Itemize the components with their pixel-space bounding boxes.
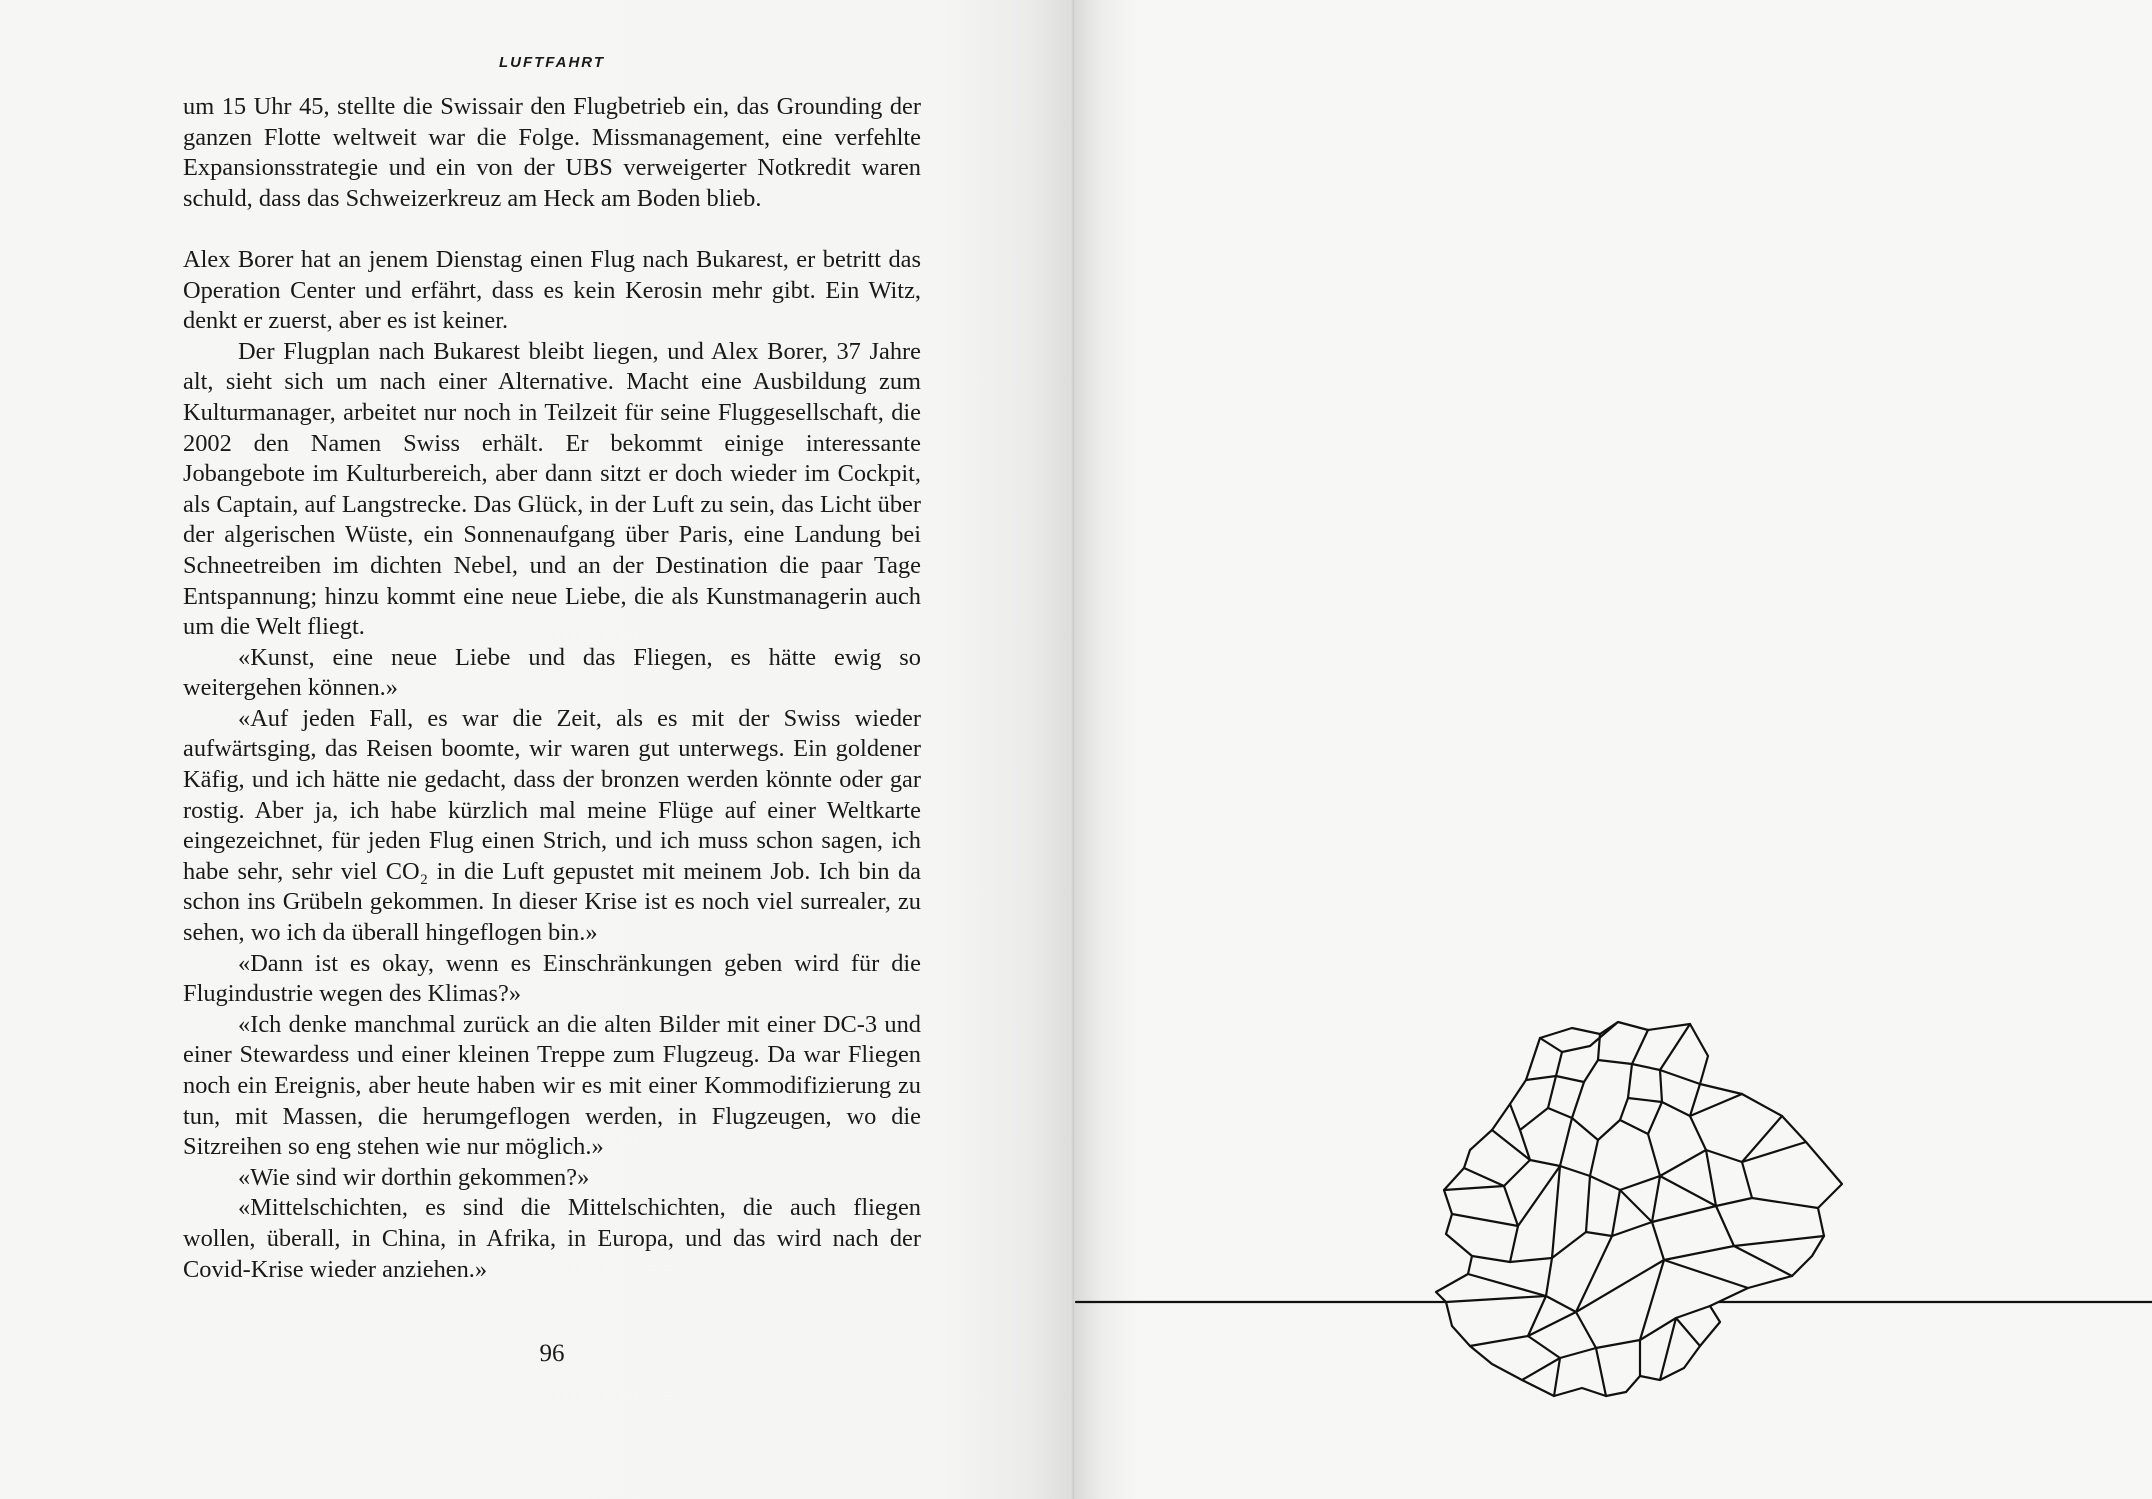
- body-text: [183, 92, 921, 1285]
- page-number: 96: [539, 1340, 565, 1367]
- paragraph-9: «Mittelschichten, es sind die Mittelschichten, die auch fliegen wollen, überall, in China, in Afrika, in Europa, und das wird nach der Covid-Krise wieder anziehen.»: [183, 1194, 921, 1283]
- crumpled-paper-illustration: [1074, 1000, 2152, 1420]
- paragraph-1: um 15 Uhr 45, stellte die Swissair den Flugbetrieb ein, das Grounding der ganzen Flotte weltweit war die Folge. Missmanagement, eine verfehlte Expansionsstrategie und ein von der UBS verweigerter Notkredit waren schuld, dass das Schweizerkreuz am Heck am Boden blieb.: [183, 93, 921, 212]
- paragraph-8: «Wie sind wir dorthin gekommen?»: [238, 1163, 590, 1191]
- paragraph-7: «Ich denke manchmal zurück an die alten Bilder mit einer DC-3 und einer Stewardess und einer kleinen Treppe zum Flugzeug. Da war Fliegen noch ein Ereignis, aber heute haben wir es mit einer Kommodifizierung zu tun, mit Massen, die herumgeflogen werden, in Flugzeugen, wo die Sitzreihen so eng stehen wie nur möglich.»: [183, 1010, 921, 1161]
- running-head: LUFTFAHRT: [498, 54, 606, 71]
- left-page: [0, 0, 1074, 1499]
- paragraph-4: «Kunst, eine neue Liebe und das Fliegen, es hätte ewig so weitergehen können.»: [183, 643, 921, 702]
- paragraph-6: «Dann ist es okay, wenn es Einschränkungen geben wird für die Flugindustrie wegen des Klimas?»: [183, 949, 921, 1008]
- paragraph-2: Alex Borer hat an jenem Dienstag einen Flug nach Bukarest, er betritt das Operation Center und erfährt, dass es kein Kerosin mehr gibt. Ein Witz, denkt er zuerst, aber es ist keiner.: [183, 245, 921, 335]
- paragraph-5: «Auf jeden Fall, es war die Zeit, als es mit der Swiss wieder aufwärtsging, das Reisen boomte, wir waren gut unterwegs. Ein goldener Käfig, und ich hätte nie gedacht, dass der bronzen werden könnte oder gar rostig. Aber ja, ich habe kürzlich mal meine Flüge auf einer Weltkarte eingezeichnet, für jeden Flug einen Strich, und ich muss schon sagen, ich habe sehr, sehr viel CO₂ in die Luft gepustet mit meinem Job. Ich bin da schon ins Grübeln gekommen. In dieser Krise ist es noch viel surrealer, zu sehen, wo ich da überall hingeflogen bin.»: [183, 704, 921, 947]
- paragraph-3: Der Flugplan nach Bukarest bleibt liegen, und Alex Borer, 37 Jahre alt, sieht sich um nach einer Alternative. Macht eine Ausbildung zum Kulturmanager, arbeitet nur noch in Teilzeit für seine Fluggesellschaft, die 2002 den Namen Swiss erhält. Er bekommt einige interessante Jobangebote im Kulturbereich, aber dann sitzt er doch wieder im Cockpit, als Captain, auf Langstrecke. Das Glück, in der Luft zu sein, das Licht über der algerischen Wüste, ein Sonnenaufgang über Paris, eine Landung bei Schneetreiben im dichten Nebel, und an der Destination die paar Tage Entspannung; hinzu kommt eine neue Liebe, die als Kunstmanagerin auch um die Welt fliegt.: [183, 337, 921, 641]
